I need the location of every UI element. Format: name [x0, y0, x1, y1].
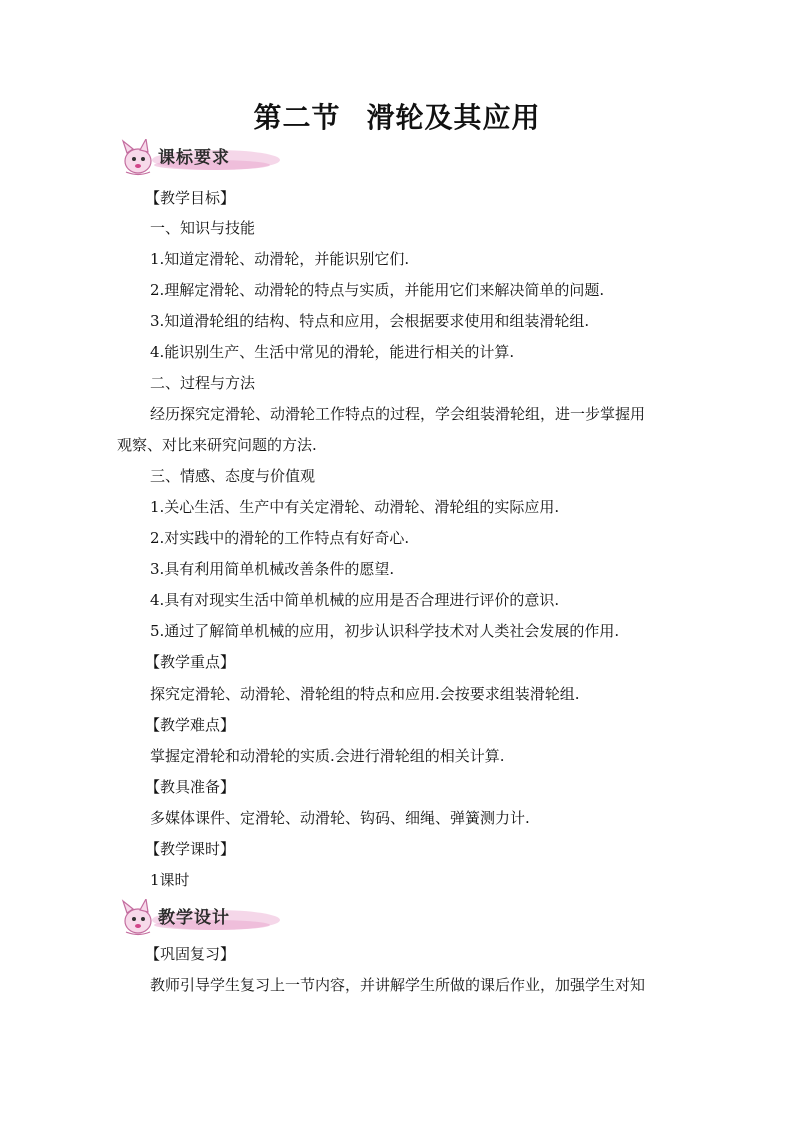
- list-item: 3.知道滑轮组的结构、特点和应用，会根据要求使用和组装滑轮组.: [150, 312, 590, 330]
- list-item: 1.知道定滑轮、动滑轮，并能识别它们.: [150, 250, 410, 268]
- heading-teaching-tools: 【教具准备】: [145, 778, 236, 796]
- banner-label-standards: 课标要求: [158, 148, 230, 168]
- process-paragraph: 经历探究定滑轮、动滑轮工作特点的过程，学会组装滑轮组，进一步掌握用观察、对比来研究问题的方法.: [117, 405, 646, 454]
- heading-review: 【巩固复习】: [145, 945, 236, 963]
- key-points-text: 探究定滑轮、动滑轮、滑轮组的特点和应用.会按要求组装滑轮组.: [150, 685, 580, 703]
- list-item: 1.关心生活、生产中有关定滑轮、动滑轮、滑轮组的实际应用.: [150, 498, 560, 516]
- heading-class-hours: 【教学课时】: [145, 840, 236, 858]
- list-item: 2.理解定滑轮、动滑轮的特点与实质，并能用它们来解决简单的问题.: [150, 281, 605, 299]
- heading-knowledge-skills: 一、知识与技能: [150, 219, 256, 237]
- heading-emotion-values: 三、情感、态度与价值观: [150, 467, 316, 485]
- teaching-tools-text: 多媒体课件、定滑轮、动滑轮、钩码、细绳、弹簧测力计.: [150, 809, 530, 827]
- page-title: [0, 98, 794, 138]
- difficulties-text: 掌握定滑轮和动滑轮的实质.会进行滑轮组的相关计算.: [150, 747, 505, 765]
- heading-key-points: 【教学重点】: [145, 653, 236, 671]
- list-item: 4.具有对现实生活中简单机械的应用是否合理进行评价的意识.: [150, 591, 560, 609]
- list-item: 5.通过了解简单机械的应用，初步认识科学技术对人类社会发展的作用.: [150, 622, 620, 640]
- heading-difficulties: 【教学难点】: [145, 716, 236, 734]
- heading-process-methods: 二、过程与方法: [150, 374, 256, 392]
- title-section-number: 第二节: [253, 101, 341, 134]
- banner-label-design: 教学设计: [158, 908, 230, 928]
- heading-teaching-goals: 【教学目标】: [145, 189, 236, 207]
- list-item: 4.能识别生产、生活中常见的滑轮，能进行相关的计算.: [150, 343, 515, 361]
- list-item: 3.具有利用简单机械改善条件的愿望.: [150, 560, 395, 578]
- review-text: 教师引导学生复习上一节内容，并讲解学生所做的课后作业，加强学生对知: [150, 976, 646, 994]
- section-banner-design: [116, 899, 286, 937]
- section-banner-standards: [116, 139, 286, 177]
- list-item: 2.对实践中的滑轮的工作特点有好奇心.: [150, 529, 410, 547]
- class-hours-text: 1课时: [150, 871, 190, 889]
- title-topic: 滑轮及其应用: [366, 101, 541, 134]
